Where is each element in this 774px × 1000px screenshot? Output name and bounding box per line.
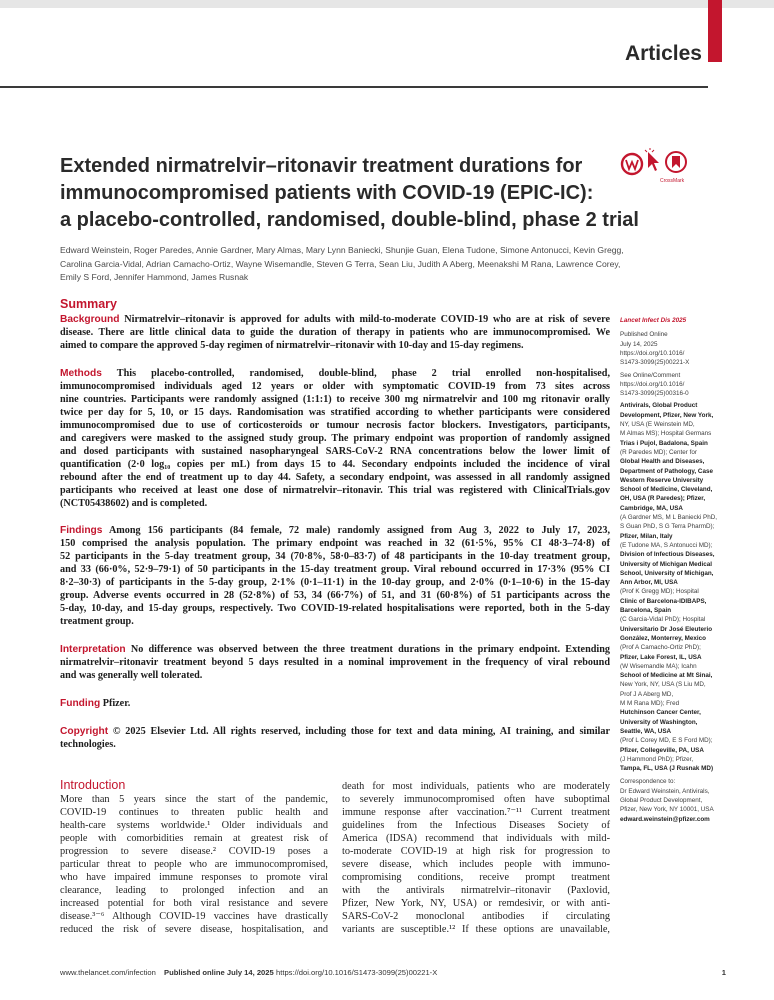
affiliation-line: (A Gardner MS, M L Baniecki PhD,: [620, 514, 718, 521]
crossmark-icon[interactable]: [664, 150, 688, 174]
footer-published: Published online July 14, 2025: [164, 968, 274, 977]
abstract-line: disease. There are little clinical data to guide the duration of therapy in patients who are immunocompromised. We: [60, 327, 610, 338]
abstract-line: treatment group.: [60, 616, 134, 627]
affiliation-line: Universitario Dr José Eleuterio: [620, 625, 713, 633]
affiliation-line: Barcelona, Spain: [620, 607, 672, 614]
correspondence-line: Global Product Development,: [620, 797, 703, 804]
abstract-line: and caregivers were masked to the assigned study group. The primary endpoint was proportion of randomly assigned: [60, 433, 610, 444]
methods-label: Methods: [60, 368, 102, 379]
affiliation-line: Prof J A Aberg MD,: [620, 690, 674, 698]
affiliation-line: M M Rana MD); Fred: [620, 700, 680, 707]
affiliation-line: Pfizer, Lake Forest, IL, USA: [620, 653, 702, 661]
author-line: Carolina Garcia-Vidal, Adrian Camacho-Ortiz, Wayne Wisemandle, Steven G Terra, Sean Liu, Judith A Aberg, Meenakshi M Rana, Lawrence Corey,: [60, 258, 621, 269]
abstract-line: and 33 (66·0%, 52·9–79·1) of 50 participants in the 15-day treatment group. Viral rebound occurred in 17·3% (95% CI: [60, 564, 610, 575]
body-text-line: health-care systems worldwide.¹ Older individuals and: [60, 820, 328, 831]
funding-label: Funding: [60, 698, 101, 709]
body-text-line: Pfizer, New York, NY, USA) or remdesivir, or with anti-: [342, 898, 610, 909]
correspondence-line: Pfizer, New York, NY 10001, USA: [620, 806, 714, 814]
header-rule: [0, 86, 708, 88]
affiliation-line: Seattle, WA, USA: [620, 727, 672, 735]
abstract-line: quantification (2·0 log₁₀ copies per mL) from days 15 to 44. Secondary endpoints included the incidence of viral: [60, 459, 610, 470]
correspondence-line: Dr Edward Weinstein, Antivirals,: [620, 787, 710, 795]
body-text-line: severe disease, which includes people with immuno-: [342, 859, 610, 870]
article-badges: [618, 148, 696, 188]
affiliation-line: Tampa, FL, USA (J Rusnak MD): [620, 765, 714, 773]
affiliation-line: (R Paredes MD); Center for: [620, 448, 697, 456]
journal-citation: Lancet Infect Dis 2025: [620, 317, 687, 324]
page-top-edge: [0, 0, 774, 8]
body-text-line: who have impaired immune responses to promote viral: [60, 872, 328, 883]
affiliation-line: Antivirals, Global Product: [620, 402, 698, 410]
published-info-line: July 14, 2025: [620, 340, 658, 348]
title-line: immunocompromised patients with COVID-19 (EPIC-IC):: [60, 182, 594, 204]
abstract-line: Methods This placebo-controlled, randomised, double-blind, phase 2 trial enrolled non-hospitalised,: [60, 368, 610, 379]
body-text-line: people with comorbidities remain at greatest risk of: [60, 833, 328, 844]
affiliation-line: (E Tudone MA, S Antonucci MD);: [620, 541, 713, 549]
abstract-line: 52 participants in the 5-day treatment group, 34 (70·8%, 58·0–83·7) of 48 participants in the 10-day treatment group,: [60, 551, 610, 562]
page-number: 1: [721, 968, 726, 977]
affiliation-line: New York, NY, USA (S Liu MD,: [620, 681, 706, 689]
affiliation-line: S Guan PhD, S G Terra PharmD);: [620, 523, 715, 531]
affiliation-line: Development, Pfizer, New York,: [620, 411, 714, 419]
copyright-label: Copyright: [60, 726, 109, 737]
affiliation-line: Pfizer, Collegeville, PA, USA: [620, 746, 704, 754]
affiliation-line: School of Medicine, Cleveland,: [620, 486, 713, 494]
published-info-line: S1473-3099(25)00221-X: [620, 359, 690, 367]
body-text-line: COVID-19 continues to threaten public health and: [60, 807, 328, 818]
body-text-line: progression to severe disease.² COVID-19 poses a: [60, 846, 328, 857]
footer-doi[interactable]: https://doi.org/10.1016/S1473-3099(25)00221-X: [276, 968, 438, 977]
abstract-line: group. Adverse events occurred in 28 (52·8%) of 53, 34 (66·7%) of 51, and 31 (60·8%) of 51 participants across the: [60, 590, 610, 601]
title-line: a placebo-controlled, randomised, double-blind, phase 2 trial: [60, 209, 639, 231]
summary-heading: Summary: [60, 297, 117, 311]
body-text-line: increased potential for both viral resistance and severe: [60, 898, 328, 909]
body-text-line: clearance, leading to prolonged infection and an: [60, 885, 328, 896]
abstract-line: aimed to compare the approved 5-day regimen of nirmatrelvir–ritonavir with 10-day and 15-day regimens.: [60, 340, 524, 351]
published-info-line: https://doi.org/10.1016/: [620, 349, 685, 357]
body-text-line: to severely immunocompromised often have suboptimal: [342, 794, 610, 805]
body-text-line: disease.³⁻⁶ Although COVID-19 vaccines have drastically: [60, 911, 328, 922]
affiliation-line: M Almas MS); Hospital Germans: [620, 430, 712, 438]
abstract-line: twice per day for 5, 10, or 15 days. Randomisation was stratified according to whether participants were considered: [60, 407, 610, 418]
abstract-line: immunocompromised due to use of corticosteroids or tumour necrosis factor blockers. Investigators, participants,: [60, 420, 610, 431]
affiliation-line: Cambridge, MA, USA: [620, 504, 683, 512]
affiliation-line: Global Health and Diseases,: [620, 458, 705, 466]
affiliation-line: (Prof L Corey MD, E S Ford MD);: [620, 737, 713, 745]
abstract-line: 5-day, 10-day, and 15-day groups, respectively. Two COVID-19-related hospitalisations were reported, both in the 5-day: [60, 603, 610, 614]
body-text-line: reduced the risk of severe disease, hospitalisation, and: [60, 924, 328, 935]
affiliation-line: Hutchinson Cancer Center,: [620, 709, 701, 717]
abstract-line: (NCT05438602) and is completed.: [60, 498, 208, 509]
see-online-line: See Online/Comment: [620, 371, 681, 379]
findings-label: Findings: [60, 525, 103, 536]
abstract-line: and dosed participants with sustained nasopharyngeal SARS-CoV-2 RNA concentrations below the lower limit of: [60, 446, 610, 457]
correspondence-line: edward.weinstein@pfizer.com: [620, 815, 710, 823]
body-text-line: More than 5 years since the start of the pandemic,: [60, 794, 328, 805]
section-color-tab: [708, 0, 722, 62]
section-label: Articles: [624, 42, 702, 65]
body-text-line: particular threat to people who are immunocompromised,: [60, 859, 328, 870]
affiliation-line: NY, USA (E Weinstein MD,: [620, 421, 695, 428]
abstract-line: technologies.: [60, 739, 116, 750]
abstract-line: 8·2–30·3) of participants in the 5-day group, 2·1% (0·1–11·1) in the 10-day group, and 2·0% (0·1–10·6) in the 15-day: [60, 577, 610, 588]
affiliation-line: Clinic of Barcelona-IDIBAPS,: [620, 597, 707, 605]
body-text-line: guidelines from the Infectious Diseases Society of: [342, 820, 610, 831]
body-text-line: with the antivirals nirmatrelvir–ritonavir (Paxlovid,: [342, 885, 610, 896]
affiliation-line: University of Washington,: [620, 718, 698, 726]
affiliation-line: Division of Infectious Diseases,: [620, 551, 715, 559]
introduction-heading: Introduction: [60, 778, 126, 792]
abstract-line: participants who received at least one dose of nirmatrelvir–ritonavir. This trial was registered with ClinicalTrials.gov: [60, 485, 610, 496]
affiliation-line: (W Wisemandle MA); Icahn: [620, 662, 697, 670]
affiliation-line: School, University of Michigan,: [620, 569, 714, 577]
affiliation-line: Pfizer, Milan, Italy: [620, 532, 673, 540]
published-info-line: Published Online: [620, 331, 668, 339]
abstract-line: Funding Pfizer.: [60, 698, 131, 709]
affiliation-line: (J Hammond PhD); Pfizer,: [620, 755, 694, 763]
pointer-icon: [644, 148, 662, 174]
affiliation-line: School of Medicine at Mt Sinai,: [620, 672, 713, 680]
affiliation-line: Western Reserve University: [620, 476, 704, 484]
abstract-line: Background Nirmatrelvir–ritonavir is approved for adults with mild-to-moderate COVID-19 who are at risk of severe: [60, 314, 611, 325]
affiliation-line: Trias i Pujol, Badalona, Spain: [620, 439, 708, 447]
author-line: Edward Weinstein, Roger Paredes, Annie Gardner, Mary Almas, Mary Lynn Baniecki, Shunjie Guan, Elena Tudone, Simone Antonucci, Kevin Gregg,: [60, 245, 624, 255]
body-text-line: immune response after vaccination.⁷⁻¹¹ Current treatment: [342, 807, 610, 818]
abstract-line: Findings Among 156 participants (84 female, 72 male) randomly assigned from Aug 3, 2022 to July 17, 2023,: [60, 525, 610, 536]
page-footer: [60, 968, 726, 977]
abstract-line: nirmatrelvir–ritonavir treatment beyond 5 days resulted in a nominal improvement in the frequency of viral rebound: [60, 657, 610, 668]
article-title: [60, 153, 639, 234]
abstract-line: and was generally well tolerated.: [60, 670, 203, 681]
affiliation-line: González, Monterrey, Mexico: [620, 634, 706, 642]
body-text-line: death for most individuals, patients who are moderately: [342, 781, 610, 792]
author-line: Emily S Ford, Jennifer Hammond, James Rusnak: [60, 272, 249, 282]
correspondence-line: Correspondence to:: [620, 778, 676, 786]
affiliation-line: Ann Arbor, MI, USA: [620, 579, 678, 587]
crossmark-label: CrossMark: [660, 178, 685, 184]
background-label: Background: [60, 314, 120, 325]
abstract-line: Copyright © 2025 Elsevier Ltd. All rights reserved, including those for text and data mining, AI training, and similar: [60, 726, 610, 737]
affiliation-line: OH, USA (R Paredes); Pfizer,: [620, 495, 706, 503]
affiliation-line: Department of Pathology, Case: [620, 467, 713, 475]
body-text-line: America (IDSA) recommend that individuals with mild-: [342, 833, 610, 844]
interpretation-label: Interpretation: [60, 644, 126, 655]
affiliation-line: (Prof A Camacho-Ortiz PhD);: [620, 644, 701, 652]
body-text-line: compromising conditions, receive prompt treatment: [342, 872, 610, 883]
abstract-line: nine countries. Participants were randomly assigned (1:1:1) to receive 300 mg nirmatrelvir and 100 mg ritonavir orally: [60, 394, 610, 405]
title-line: Extended nirmatrelvir–ritonavir treatment durations for: [60, 155, 583, 177]
body-text-line: variants are susceptible.¹² If these options are unavailable,: [342, 924, 610, 935]
affiliation-line: University of Michigan Medical: [620, 560, 713, 568]
body-text-line: SARS-CoV-2 monoclonal antibodies if circulating: [342, 911, 610, 922]
abstract-line: Interpretation No difference was observed between the three treatment durations in the primary endpoint. Extending: [60, 644, 610, 655]
author-list: [60, 244, 624, 285]
affiliation-line: (C Garcia-Vidal PhD); Hospital: [620, 616, 706, 624]
abstract-line: 150 comprised the analysis population. The primary endpoint was reached in 32 (61·5%, 95% CI 48·3–74·8) of: [60, 538, 610, 549]
see-online-line: S1473-3099(25)00316-0: [620, 390, 689, 398]
abstract-line: rebound after the end of treatment up to day 44. Safety, a secondary endpoint, was assessed in all randomly assigned: [60, 472, 610, 483]
affiliation-line: (Prof K Gregg MD); Hospital: [620, 588, 699, 596]
footer-site[interactable]: www.thelancet.com/infection: [60, 968, 156, 977]
abstract-line: immunocompromised individuals aged 12 years or older with symptomatic COVID-19 from 73 sites across: [60, 381, 610, 392]
see-online-line: https://doi.org/10.1016/: [620, 380, 685, 388]
body-text-line: to-moderate COVID-19 at high risk for progression to: [342, 846, 610, 857]
